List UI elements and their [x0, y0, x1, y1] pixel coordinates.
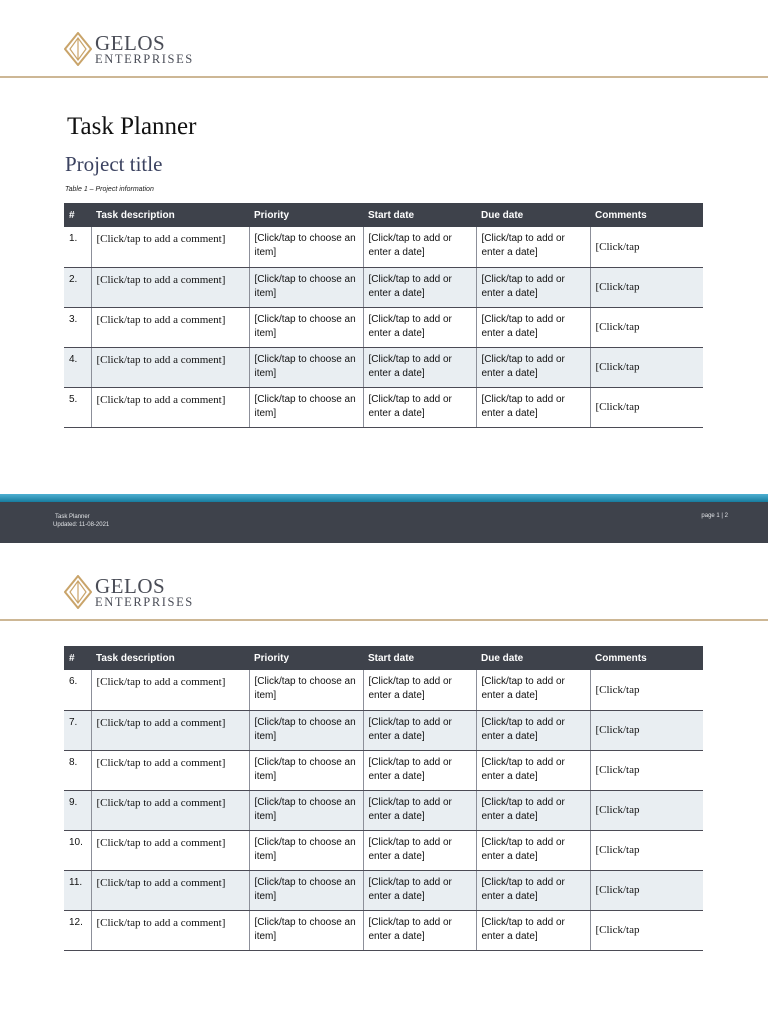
header-start-date: Start date: [363, 646, 476, 670]
task-description-field[interactable]: [Click/tap to add a comment]: [91, 830, 249, 870]
row-number: 10.: [64, 830, 91, 870]
task-description-field[interactable]: [Click/tap to add a comment]: [91, 910, 249, 950]
row-number: 2.: [64, 267, 91, 307]
start-date-picker[interactable]: [Click/tap to add or enter a date]: [363, 910, 476, 950]
project-title[interactable]: Project title: [65, 152, 163, 176]
footer-page-number: page 1 | 2: [701, 513, 728, 519]
diamond-logo-icon: [64, 32, 92, 66]
due-date-picker[interactable]: [Click/tap to add or enter a date]: [476, 387, 590, 427]
row-number: 4.: [64, 347, 91, 387]
comment-field[interactable]: [Click/tap: [590, 307, 703, 347]
table-row: [64, 227, 703, 267]
table-row: [64, 870, 703, 910]
task-table-page-2: [64, 646, 703, 951]
logo-name-bottom: ENTERPRISES: [95, 51, 194, 66]
comment-field[interactable]: [Click/tap: [590, 347, 703, 387]
table-row: [64, 750, 703, 790]
header-task-description: Task description: [91, 203, 249, 227]
task-description-field[interactable]: [Click/tap to add a comment]: [91, 670, 249, 710]
row-number: 1.: [64, 227, 91, 267]
priority-dropdown[interactable]: [Click/tap to choose an item]: [249, 710, 363, 750]
start-date-picker[interactable]: [Click/tap to add or enter a date]: [363, 227, 476, 267]
table-row: [64, 387, 703, 427]
task-table-page-1: [64, 203, 703, 428]
task-description-field[interactable]: [Click/tap to add a comment]: [91, 267, 249, 307]
comment-field[interactable]: [Click/tap: [590, 790, 703, 830]
priority-dropdown[interactable]: [Click/tap to choose an item]: [249, 347, 363, 387]
logo-name-top: GELOS: [95, 573, 166, 598]
start-date-picker[interactable]: [Click/tap to add or enter a date]: [363, 267, 476, 307]
row-number: 12.: [64, 910, 91, 950]
start-date-picker[interactable]: [Click/tap to add or enter a date]: [363, 307, 476, 347]
start-date-picker[interactable]: [Click/tap to add or enter a date]: [363, 830, 476, 870]
page-footer: [0, 502, 768, 543]
comment-field[interactable]: [Click/tap: [590, 227, 703, 267]
task-description-field[interactable]: [Click/tap to add a comment]: [91, 387, 249, 427]
footer-updated-date: Updated: 11-08-2021: [53, 522, 110, 528]
comment-field[interactable]: [Click/tap: [590, 670, 703, 710]
priority-dropdown[interactable]: [Click/tap to choose an item]: [249, 910, 363, 950]
row-number: 3.: [64, 307, 91, 347]
company-logo: [64, 32, 194, 66]
priority-dropdown[interactable]: [Click/tap to choose an item]: [249, 750, 363, 790]
header-priority: Priority: [249, 203, 363, 227]
header-number: #: [64, 203, 91, 227]
priority-dropdown[interactable]: [Click/tap to choose an item]: [249, 267, 363, 307]
start-date-picker[interactable]: [Click/tap to add or enter a date]: [363, 870, 476, 910]
priority-dropdown[interactable]: [Click/tap to choose an item]: [249, 307, 363, 347]
header-task-description: Task description: [91, 646, 249, 670]
due-date-picker[interactable]: [Click/tap to add or enter a date]: [476, 750, 590, 790]
row-number: 9.: [64, 790, 91, 830]
comment-field[interactable]: [Click/tap: [590, 910, 703, 950]
header-number: #: [64, 646, 91, 670]
task-description-field[interactable]: [Click/tap to add a comment]: [91, 790, 249, 830]
start-date-picker[interactable]: [Click/tap to add or enter a date]: [363, 710, 476, 750]
header-rule-page-2: [0, 619, 768, 621]
due-date-picker[interactable]: [Click/tap to add or enter a date]: [476, 670, 590, 710]
due-date-picker[interactable]: [Click/tap to add or enter a date]: [476, 870, 590, 910]
header-comments: Comments: [590, 203, 703, 227]
due-date-picker[interactable]: [Click/tap to add or enter a date]: [476, 830, 590, 870]
due-date-picker[interactable]: [Click/tap to add or enter a date]: [476, 267, 590, 307]
footer-accent-stripe: [0, 494, 768, 502]
header-rule: [0, 76, 768, 78]
task-description-field[interactable]: [Click/tap to add a comment]: [91, 710, 249, 750]
table-row: [64, 790, 703, 830]
table-row: [64, 910, 703, 950]
header-priority: Priority: [249, 646, 363, 670]
logo-name-top: GELOS: [95, 30, 166, 55]
row-number: 6.: [64, 670, 91, 710]
priority-dropdown[interactable]: [Click/tap to choose an item]: [249, 830, 363, 870]
task-description-field[interactable]: [Click/tap to add a comment]: [91, 347, 249, 387]
due-date-picker[interactable]: [Click/tap to add or enter a date]: [476, 710, 590, 750]
priority-dropdown[interactable]: [Click/tap to choose an item]: [249, 387, 363, 427]
table-row: [64, 830, 703, 870]
document-title: Task Planner: [67, 113, 197, 140]
comment-field[interactable]: [Click/tap: [590, 830, 703, 870]
priority-dropdown[interactable]: [Click/tap to choose an item]: [249, 790, 363, 830]
table-caption: Table 1 – Project information: [65, 186, 154, 193]
priority-dropdown[interactable]: [Click/tap to choose an item]: [249, 227, 363, 267]
row-number: 11.: [64, 870, 91, 910]
diamond-logo-icon: [64, 575, 92, 609]
priority-dropdown[interactable]: [Click/tap to choose an item]: [249, 670, 363, 710]
task-description-field[interactable]: [Click/tap to add a comment]: [91, 870, 249, 910]
due-date-picker[interactable]: [Click/tap to add or enter a date]: [476, 347, 590, 387]
start-date-picker[interactable]: [Click/tap to add or enter a date]: [363, 347, 476, 387]
due-date-picker[interactable]: [Click/tap to add or enter a date]: [476, 307, 590, 347]
start-date-picker[interactable]: [Click/tap to add or enter a date]: [363, 750, 476, 790]
comment-field[interactable]: [Click/tap: [590, 870, 703, 910]
header-due-date: Due date: [476, 646, 590, 670]
due-date-picker[interactable]: [Click/tap to add or enter a date]: [476, 227, 590, 267]
footer-document-name: Task Planner: [55, 514, 90, 520]
table-row: [64, 347, 703, 387]
header-due-date: Due date: [476, 203, 590, 227]
row-number: 7.: [64, 710, 91, 750]
table-row: [64, 670, 703, 710]
start-date-picker[interactable]: [Click/tap to add or enter a date]: [363, 790, 476, 830]
row-number: 8.: [64, 750, 91, 790]
comment-field[interactable]: [Click/tap: [590, 710, 703, 750]
comment-field[interactable]: [Click/tap: [590, 387, 703, 427]
start-date-picker[interactable]: [Click/tap to add or enter a date]: [363, 670, 476, 710]
row-number: 5.: [64, 387, 91, 427]
task-description-field[interactable]: [Click/tap to add a comment]: [91, 307, 249, 347]
table-row: [64, 710, 703, 750]
priority-dropdown[interactable]: [Click/tap to choose an item]: [249, 870, 363, 910]
due-date-picker[interactable]: [Click/tap to add or enter a date]: [476, 790, 590, 830]
header-comments: Comments: [590, 646, 703, 670]
task-description-field[interactable]: [Click/tap to add a comment]: [91, 227, 249, 267]
header-start-date: Start date: [363, 203, 476, 227]
task-description-field[interactable]: [Click/tap to add a comment]: [91, 750, 249, 790]
company-logo-page-2: [64, 575, 194, 609]
table-row: [64, 267, 703, 307]
comment-field[interactable]: [Click/tap: [590, 750, 703, 790]
comment-field[interactable]: [Click/tap: [590, 267, 703, 307]
start-date-picker[interactable]: [Click/tap to add or enter a date]: [363, 387, 476, 427]
due-date-picker[interactable]: [Click/tap to add or enter a date]: [476, 910, 590, 950]
table-row: [64, 307, 703, 347]
logo-name-bottom: ENTERPRISES: [95, 594, 194, 609]
